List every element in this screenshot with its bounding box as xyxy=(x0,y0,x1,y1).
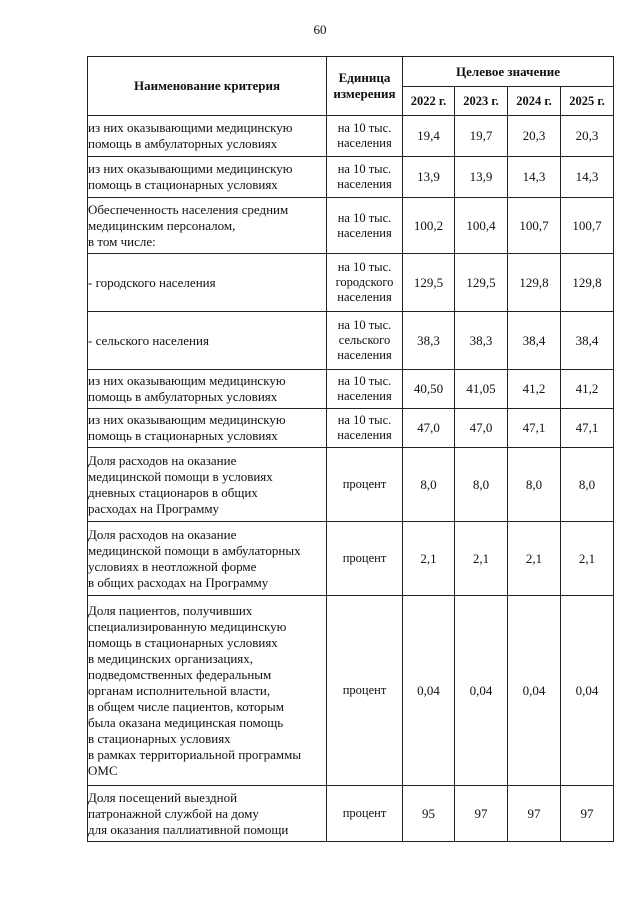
criterion-unit: на 10 тыс. населения xyxy=(327,116,403,157)
header-criterion: Наименование критерия xyxy=(88,57,327,116)
table-row xyxy=(88,522,614,596)
header-year-2023: 2023 г. xyxy=(455,87,508,116)
value-2022: 13,9 xyxy=(403,157,455,198)
value-2022: 95 xyxy=(403,786,455,842)
value-2024: 14,3 xyxy=(508,157,561,198)
value-2024: 47,1 xyxy=(508,409,561,448)
header-year-2024: 2024 г. xyxy=(508,87,561,116)
value-2022: 47,0 xyxy=(403,409,455,448)
value-2024: 97 xyxy=(508,786,561,842)
value-2023: 41,05 xyxy=(455,370,508,409)
criterion-unit: на 10 тыс. сельского населения xyxy=(327,312,403,370)
table-row xyxy=(88,596,614,786)
value-2025: 47,1 xyxy=(561,409,614,448)
criterion-name: Доля посещений выездной патронажной службой на дому для оказания паллиативной помощи xyxy=(88,786,327,842)
value-2024: 0,04 xyxy=(508,596,561,786)
value-2023: 47,0 xyxy=(455,409,508,448)
criterion-unit: на 10 тыс. населения xyxy=(327,157,403,198)
criterion-unit: на 10 тыс. населения xyxy=(327,198,403,254)
value-2023: 2,1 xyxy=(455,522,508,596)
value-2024: 2,1 xyxy=(508,522,561,596)
value-2025: 100,7 xyxy=(561,198,614,254)
value-2022: 129,5 xyxy=(403,254,455,312)
value-2022: 19,4 xyxy=(403,116,455,157)
criterion-name: Доля расходов на оказание медицинской помощи в условиях дневных стационаров в общих расходах на Программу xyxy=(88,448,327,522)
table-row xyxy=(88,409,614,448)
value-2025: 20,3 xyxy=(561,116,614,157)
criterion-name: - сельского населения xyxy=(88,312,327,370)
criterion-name: Доля расходов на оказание медицинской помощи в амбулаторных условиях в неотложной форме в общих расходах на Программу xyxy=(88,522,327,596)
criterion-name: - городского населения xyxy=(88,254,327,312)
header-target-value: Целевое значение xyxy=(403,57,614,87)
value-2023: 97 xyxy=(455,786,508,842)
value-2024: 129,8 xyxy=(508,254,561,312)
table-row xyxy=(88,370,614,409)
value-2024: 100,7 xyxy=(508,198,561,254)
value-2025: 38,4 xyxy=(561,312,614,370)
criterion-unit: на 10 тыс. населения xyxy=(327,409,403,448)
value-2022: 38,3 xyxy=(403,312,455,370)
criterion-name: из них оказывающим медицинскую помощь в стационарных условиях xyxy=(88,409,327,448)
value-2025: 41,2 xyxy=(561,370,614,409)
table-row xyxy=(88,312,614,370)
value-2023: 8,0 xyxy=(455,448,508,522)
value-2023: 0,04 xyxy=(455,596,508,786)
value-2023: 13,9 xyxy=(455,157,508,198)
criterion-unit: на 10 тыс. городского населения xyxy=(327,254,403,312)
table-row xyxy=(88,198,614,254)
table-row xyxy=(88,786,614,842)
table-row xyxy=(88,448,614,522)
header-year-2025: 2025 г. xyxy=(561,87,614,116)
value-2024: 41,2 xyxy=(508,370,561,409)
criterion-unit: процент xyxy=(327,522,403,596)
value-2024: 8,0 xyxy=(508,448,561,522)
value-2022: 100,2 xyxy=(403,198,455,254)
criterion-unit: процент xyxy=(327,448,403,522)
value-2024: 38,4 xyxy=(508,312,561,370)
table-row xyxy=(88,157,614,198)
value-2025: 129,8 xyxy=(561,254,614,312)
value-2023: 19,7 xyxy=(455,116,508,157)
table-row xyxy=(88,254,614,312)
value-2025: 14,3 xyxy=(561,157,614,198)
criterion-unit: на 10 тыс. населения xyxy=(327,370,403,409)
value-2023: 129,5 xyxy=(455,254,508,312)
value-2025: 97 xyxy=(561,786,614,842)
criterion-name: из них оказывающими медицинскую помощь в амбулаторных условиях xyxy=(88,116,327,157)
value-2025: 0,04 xyxy=(561,596,614,786)
value-2023: 38,3 xyxy=(455,312,508,370)
value-2024: 20,3 xyxy=(508,116,561,157)
page-number: 60 xyxy=(313,22,327,37)
value-2022: 8,0 xyxy=(403,448,455,522)
value-2022: 0,04 xyxy=(403,596,455,786)
value-2022: 40,50 xyxy=(403,370,455,409)
header-year-2022: 2022 г. xyxy=(403,87,455,116)
criterion-unit: процент xyxy=(327,786,403,842)
criterion-name: Доля пациентов, получивших специализированную медицинскую помощь в стационарных условиях в медицинских организациях, подведомственных федеральным органам исполнительной власти, в общем числе пациентов, которым была оказана медицинская помощь в стационарных условиях в рамках территориальной программы ОМС xyxy=(88,596,327,786)
header-unit: Единица измерения xyxy=(327,57,403,116)
table-row xyxy=(88,116,614,157)
value-2022: 2,1 xyxy=(403,522,455,596)
value-2025: 2,1 xyxy=(561,522,614,596)
value-2023: 100,4 xyxy=(455,198,508,254)
criterion-name: из них оказывающим медицинскую помощь в амбулаторных условиях xyxy=(88,370,327,409)
criterion-name: из них оказывающими медицинскую помощь в стационарных условиях xyxy=(88,157,327,198)
value-2025: 8,0 xyxy=(561,448,614,522)
criterion-name: Обеспеченность населения средним медицинским персоналом, в том числе: xyxy=(88,198,327,254)
criterion-unit: процент xyxy=(327,596,403,786)
criteria-table xyxy=(87,56,614,842)
